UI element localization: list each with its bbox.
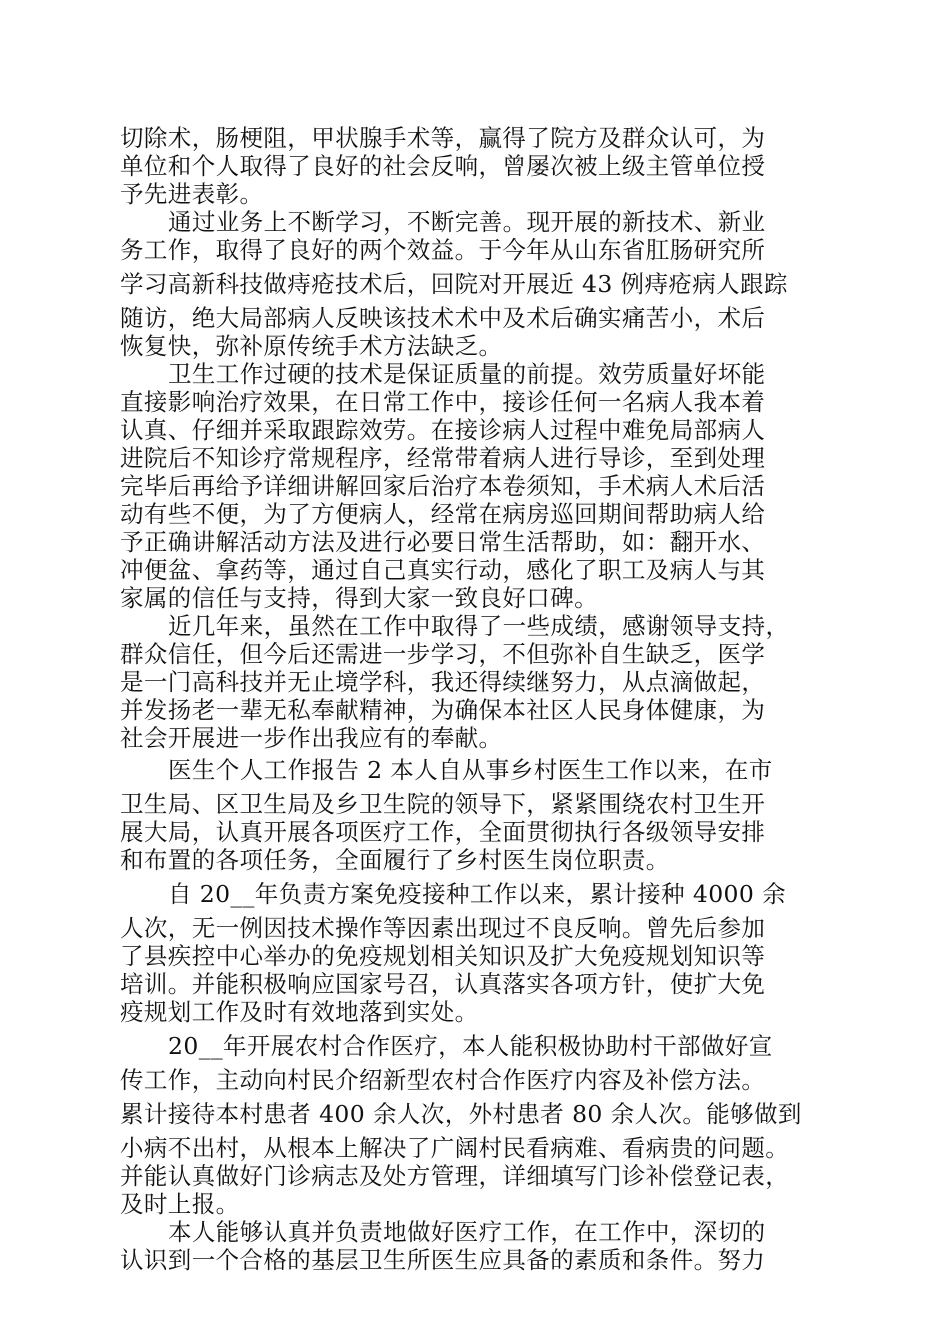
text-line: 累计接待本村患者 400 余人次，外村患者 80 余人次。能够做到 xyxy=(120,1100,802,1128)
text-line: 并发扬老一辈无私奉献精神，为确保本社区人民身体健康，为 xyxy=(120,696,766,724)
text-line: 疫规划工作及时有效地落到实处。 xyxy=(120,998,479,1026)
text-line: 并能认真做好门诊病志及处方管理，详细填写门诊补偿登记表， xyxy=(120,1162,790,1190)
text-line: 单位和个人取得了良好的社会反响，曾屡次被上级主管单位授 xyxy=(120,152,766,180)
text-line: 近几年来，虽然在工作中取得了一些成绩，感谢领导支持， xyxy=(168,612,790,640)
text-line: 是一门高科技并无止境学科，我还得续继努力，从点滴做起， xyxy=(120,668,766,696)
text-line: 动有些不便，为了方便病人，经常在病房巡回期间帮助病人给 xyxy=(120,500,766,528)
text-line: 予正确讲解活动方法及进行必要日常生活帮助，如：翻开水、 xyxy=(120,528,766,556)
text-line: 卫生工作过硬的技术是保证质量的前提。效劳质量好坏能 xyxy=(168,360,766,388)
text-line: 认真、仔细并采取跟踪效劳。在接诊病人过程中难免局部病人 xyxy=(120,416,766,444)
text-line: 群众信任，但今后还需进一步学习，不但弥补自生缺乏，医学 xyxy=(120,640,766,668)
text-line: 及时上报。 xyxy=(120,1190,240,1218)
text-line: 小病不出村，从根本上解决了广阔村民看病难、看病贵的问题。 xyxy=(120,1134,790,1162)
text-line: 予先进表彰。 xyxy=(120,180,264,208)
text-line: 冲便盆、拿药等，通过自己真实行动，感化了职工及病人与其 xyxy=(120,556,766,584)
text-line: 本人能够认真并负责地做好医疗工作，在工作中，深切的 xyxy=(168,1218,766,1246)
text-line: 认识到一个合格的基层卫生所医生应具备的素质和条件。努力 xyxy=(120,1246,766,1274)
text-line: 通过业务上不断学习，不断完善。现开展的新技术、新业 xyxy=(168,208,766,236)
text-line: 进院后不知诊疗常规程序，经常带着病人进行导诊，至到处理 xyxy=(120,444,766,472)
text-line: 传工作，主动向村民介绍新型农村合作医疗内容及补偿方法。 xyxy=(120,1066,766,1094)
text-line: 和布置的各项任务，全面履行了乡村医生岗位职责。 xyxy=(120,846,670,874)
text-line: 了县疾控中心举办的免疫规划相关知识及扩大免疫规划知识等 xyxy=(120,942,766,970)
text-line: 培训。并能积极响应国家号召，认真落实各项方针，使扩大免 xyxy=(120,970,766,998)
text-line: 卫生局、区卫生局及乡卫生院的领导下，紧紧围绕农村卫生开 xyxy=(120,790,766,818)
text-line: 20__年开展农村合作医疗，本人能积极协助村干部做好宣 xyxy=(168,1032,773,1060)
text-line: 人次，无一例因技术操作等因素出现过不良反响。曾先后参加 xyxy=(120,914,766,942)
text-line: 自 20__年负责方案免疫接种工作以来，累计接种 4000 余 xyxy=(168,880,787,908)
text-line: 务工作，取得了良好的两个效益。于今年从山东省肛肠研究所 xyxy=(120,236,766,264)
text-line: 社会开展进一步作出我应有的奉献。 xyxy=(120,724,503,752)
text-line: 学习高新科技做痔疮技术后，回院对开展近 43 例痔疮病人跟踪 xyxy=(120,270,788,298)
text-line: 家属的信任与支持，得到大家一致良好口碑。 xyxy=(120,584,598,612)
text-line: 恢复快，弥补原传统手术方法缺乏。 xyxy=(120,332,503,360)
text-line: 随访，绝大局部病人反映该技术术中及术后确实痛苦小，术后 xyxy=(120,304,766,332)
text-line: 切除术，肠梗阻，甲状腺手术等，赢得了院方及群众认可，为 xyxy=(120,124,766,152)
text-line: 完毕后再给予详细讲解回家后治疗本卷须知，手术病人术后活 xyxy=(120,472,766,500)
text-line: 展大局，认真开展各项医疗工作，全面贯彻执行各级领导安排 xyxy=(120,818,766,846)
text-line: 直接影响治疗效果，在日常工作中，接诊任何一名病人我本着 xyxy=(120,388,766,416)
text-line: 医生个人工作报告 2 本人自从事乡村医生工作以来，在市 xyxy=(168,756,773,784)
